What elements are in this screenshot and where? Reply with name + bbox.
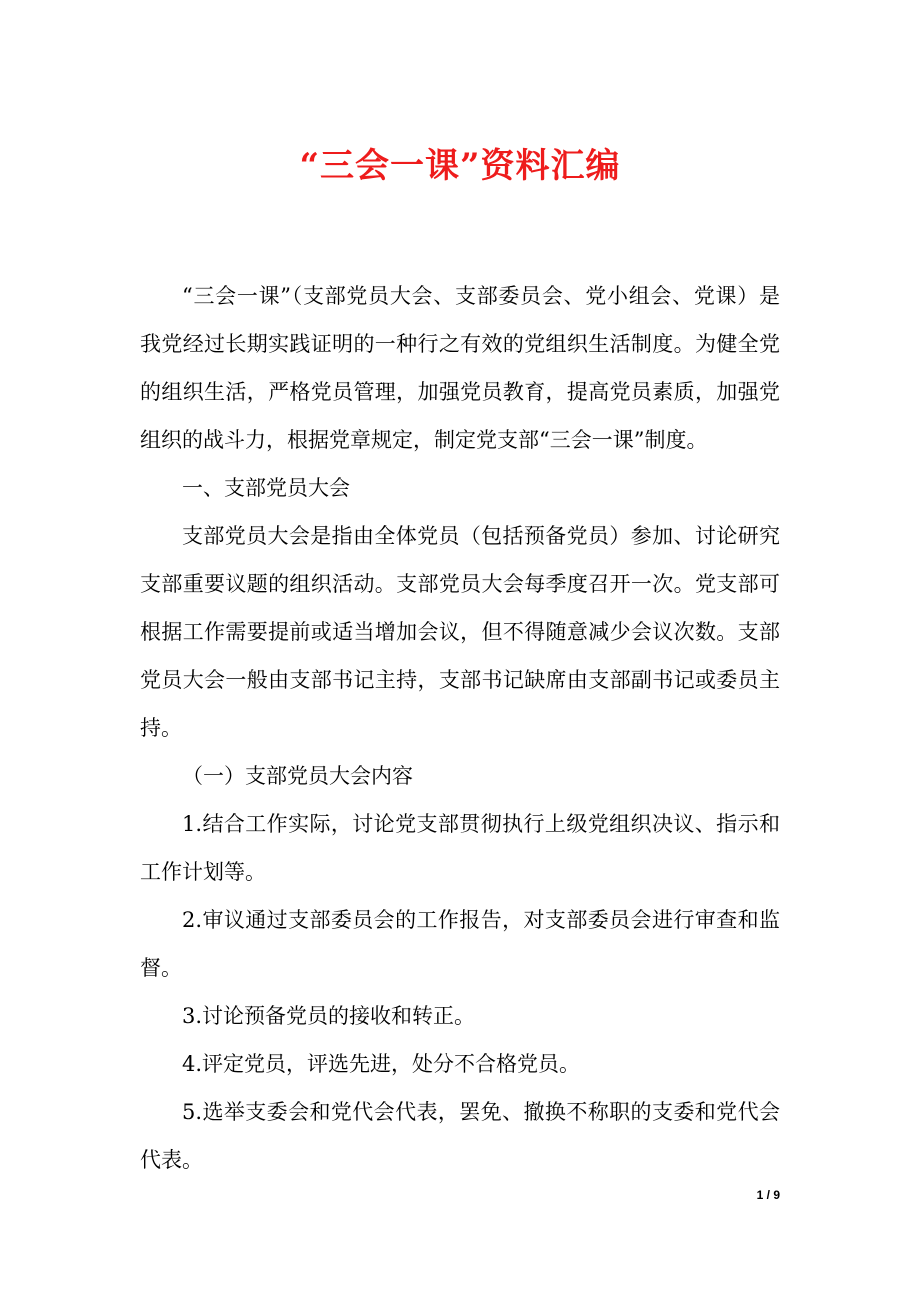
document-title: “三会一课”资料汇编 bbox=[299, 146, 621, 186]
list-item-2: 2.审议通过支部委员会的工作报告，对支部委员会进行审查和监督。 bbox=[140, 908, 780, 980]
list-item-5: 5.选举支委会和党代会代表，罢免、撤换不称职的支委和党代会代表。 bbox=[140, 1100, 780, 1172]
section-heading: 一、支部党员大会 bbox=[182, 476, 350, 500]
document-body bbox=[140, 272, 780, 1184]
section-paragraph: 支部党员大会是指由全体党员（包括预备党员）参加、讨论研究支部重要议题的组织活动。支部党员大会每季度召开一次。党支部可根据工作需要提前或适当增加会议，但不得随意减少会议次数。支部党员大会一般由支部书记主持，支部书记缺席由支部副书记或委员主持。 bbox=[140, 524, 780, 740]
intro-paragraph: “三会一课”（支部党员大会、支部委员会、党小组会、党课）是我党经过长期实践证明的一种行之有效的党组织生活制度。为健全党的组织生活，严格党员管理，加强党员教育，提高党员素质，加强党组织的战斗力，根据党章规定，制定党支部“三会一课”制度。 bbox=[140, 284, 780, 452]
list-item-4: 4.评定党员，评选先进，处分不合格党员。 bbox=[182, 1052, 581, 1076]
page-number: 1 / 9 bbox=[756, 1188, 780, 1202]
list-item-3: 3.讨论预备党员的接收和转正。 bbox=[182, 1004, 476, 1028]
list-item-1: 1.结合工作实际，讨论党支部贯彻执行上级党组织决议、指示和工作计划等。 bbox=[140, 812, 780, 884]
subsection-heading: （一）支部党员大会内容 bbox=[182, 764, 413, 788]
